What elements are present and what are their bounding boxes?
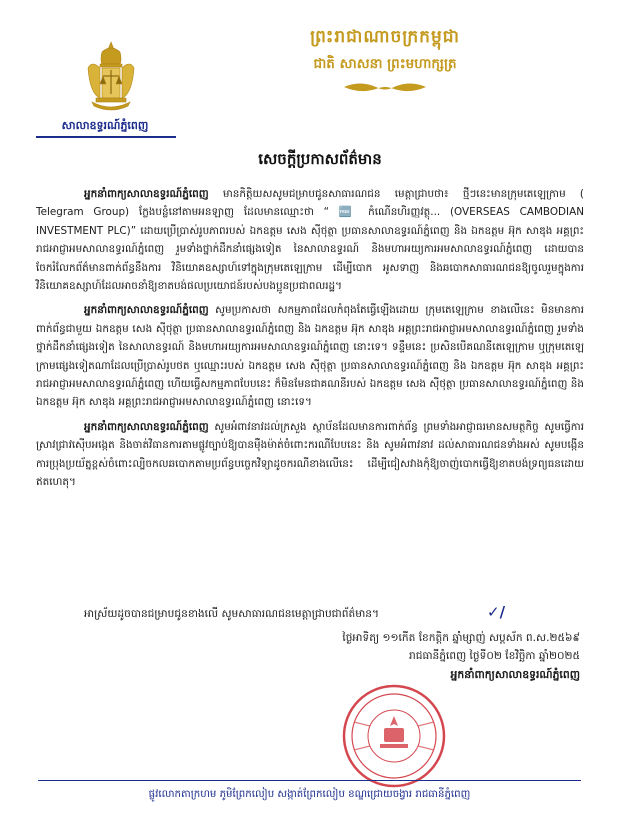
court-emblem-logo: [78, 38, 144, 112]
paragraph-1: [36, 185, 584, 295]
paragraph-lead: អ្នកនាំពាក្យសាលាឧទ្ធរណ៍ភ្នំពេញ: [84, 420, 209, 433]
paragraph-text: សូមប្រកាសថា សកម្មភាពដែលកំពុងតែធ្វើឡើងដោយ ក្រុមតេឡេក្រាម ខាងលើនេះ មិនមានការពាក់ព័ន្ធជាមួយ ឯកឧត្តម សេង ស៊ីថុត្ថា ប្រធានសាលាឧទ្ធរណ៍ភ្នំពេញ និង ឯកឧត្តម អ៊ុក សាឌុង អគ្គព្រះរាជអាជ្ញាអមសាលាឧទ្ធរណ៍ភ្នំពេញ រួមទាំងថ្នាក់ដឹកនាំផ្សេងទៀត នៃសាលាឧទ្ធរណ៍ និងមហាអយ្យការអមសាលាឧទ្ធរណ៍ភ្នំពេញ នោះទេ។ ទន្ទឹមនេះ ប្រសិនបើគណនីតេឡេក្រាម ឬក្រុមតេឡេក្រាមផ្សេងទៀតណាដែលប្រើប្រាស់រូបថត ឬឈ្មោះរបស់ ឯកឧត្តម សេង ស៊ីថុត្ថា ប្រធានសាលាឧទ្ធរណ៍ភ្នំពេញ និង ឯកឧត្តម អ៊ុក សាឌុង អគ្គព្រះរាជអាជ្ញាអមសាលាឧទ្ធរណ៍ភ្នំពេញ ហើយធ្វើសកម្មភាពបែបនេះ ក៏មិនមែនជាគណនីរបស់ ឯកឧត្តម សេង ស៊ីថុត្ថា ប្រធានសាលាឧទ្ធរណ៍ភ្នំពេញ និង ឯកឧត្តម អ៊ុក សាឌុង អគ្គព្រះរាជអាជ្ញាអមសាលាឧទ្ធរណ៍ភ្នំពេញ នោះទេ។: [36, 304, 584, 409]
paragraph-text: សូមអំពាវនាវដល់ក្រសួង ស្ថាប័នដែលមានការពាក់ព័ន្ធ ព្រមទាំងអាជ្ញាធរមានសមត្ថកិច្ច សូមធ្វើការស្រាវជ្រាវស៊ើបអង្កេត និងចាត់វិធានការតាមផ្លូវច្បាប់ឱ្យបានម៉ឺងម៉ាត់ចំពោះករណីបែបនេះ និង សូមអំពាវនាវ ដល់សាធារណជនទាំងអស់ សូមបង្កើនការប្រុងប្រយ័ត្នខ្ពស់ចំពោះល្បិចកលឆបោកតាមប្រព័ន្ធបច្ចេកវិទ្យាដូចករណីខាងលើនេះ ដើម្បីជៀសវាងកុំឱ្យចាញ់បោកធ្វើឱ្យខាតបង់ទ្រព្យធនដោយឥតហេតុ។: [36, 420, 584, 489]
footer-divider: [38, 780, 581, 781]
solar-date: រាជធានីភ្នំពេញ ថ្ងៃទី០២ ខែវិច្ឆិកា ឆ្នាំ២០២៥: [409, 650, 580, 662]
closing-line: អាស្រ័យដូចបានជម្រាបជូនខាងលើ សូមសាធារណជនមេត្តាជ្រាបជាព័ត៌មាន។: [84, 608, 380, 620]
lunar-date: ថ្ងៃអាទិត្យ ១១កើត ខែកត្តិក ឆ្នាំម្សាញ់ សប្តស័ក ព.ស.២៥៦៩: [342, 632, 580, 644]
document-body: [36, 185, 584, 498]
footer-address: ផ្លូវលោកតាក្រហម ភូមិព្រែកលៀប សង្កាត់ព្រែកលៀប ខណ្ឌជ្រោយចង្វារ រាជធានីភ្នំពេញ: [148, 789, 471, 800]
kingdom-title: ព្រះរាជាណាចក្រកម្ពុជា: [310, 27, 460, 47]
paragraph-lead: អ្នកនាំពាក្យសាលាឧទ្ធរណ៍ភ្នំពេញ: [84, 188, 209, 200]
court-name: សាលាឧទ្ធរណ៍ភ្នំពេញ: [61, 119, 149, 132]
paragraph-3: [36, 418, 584, 492]
paragraph-lead: អ្នកនាំពាក្យសាលាឧទ្ធរណ៍ភ្នំពេញ: [84, 304, 209, 317]
document-title: សេចក្តីប្រកាសព័ត៌មាន: [258, 150, 382, 168]
handwritten-initial-mark: ✓/: [487, 603, 506, 621]
court-name-underline: [36, 136, 176, 138]
paragraph-2: [36, 301, 584, 411]
national-motto: ជាតិ សាសនា ព្រះមហាក្សត្រ: [313, 56, 457, 72]
ornament-divider-icon: [340, 80, 430, 94]
signer-title: អ្នកនាំពាក្យសាលាឧទ្ធរណ៍ភ្នំពេញ: [450, 668, 580, 681]
paragraph-text: មានកិត្តិយសសូមជម្រាបជូនសាធារណជន មេត្តាជ្រាបថា៖ ថ្មីៗនេះមានក្រុមតេឡេក្រាម ( Telegram Group) ក្លែងបន្លំនៅតាមអនឡាញ ដែលមានឈ្មោះថា “ 🆓 កំណើនហិរញ្ញវត្ថុ... (OVERSEAS CAMBODIAN INVESTMENT PLC)” ដោយប្រើប្រាស់រូបភាពរបស់ ឯកឧត្តម សេង ស៊ីថុត្ថា ប្រធានសាលាឧទ្ធរណ៍ភ្នំពេញ និង ឯកឧត្តម អ៊ុក សាឌុង អគ្គព្រះរាជអាជ្ញាអមសាលាឧទ្ធរណ៍ភ្នំពេញ រួមទាំងថ្នាក់ដឹកនាំផ្សេងទៀត នៃសាលាឧទ្ធរណ៍ និងមហាអយ្យការអមសាលាឧទ្ធរណ៍ភ្នំពេញ ដោយបានចែករំលែកព័ត៌មានពាក់ព័ន្ធនឹងការ វិនិយោគឧស្សាហ៍ទៅក្នុងក្រុមតេឡេក្រាម ដើម្បីបោក អូសទាញ និងឆបោកសាធារណជនឱ្យចូលរួមក្នុងការវិនិយោគឧស្សាហ៍ដែលអាចនាំឱ្យខាតបង់ផលប្រយោជន៍របស់បងប្អូនប្រជាពលរដ្ឋ។: [36, 188, 584, 293]
official-seal-stamp: [340, 682, 448, 790]
